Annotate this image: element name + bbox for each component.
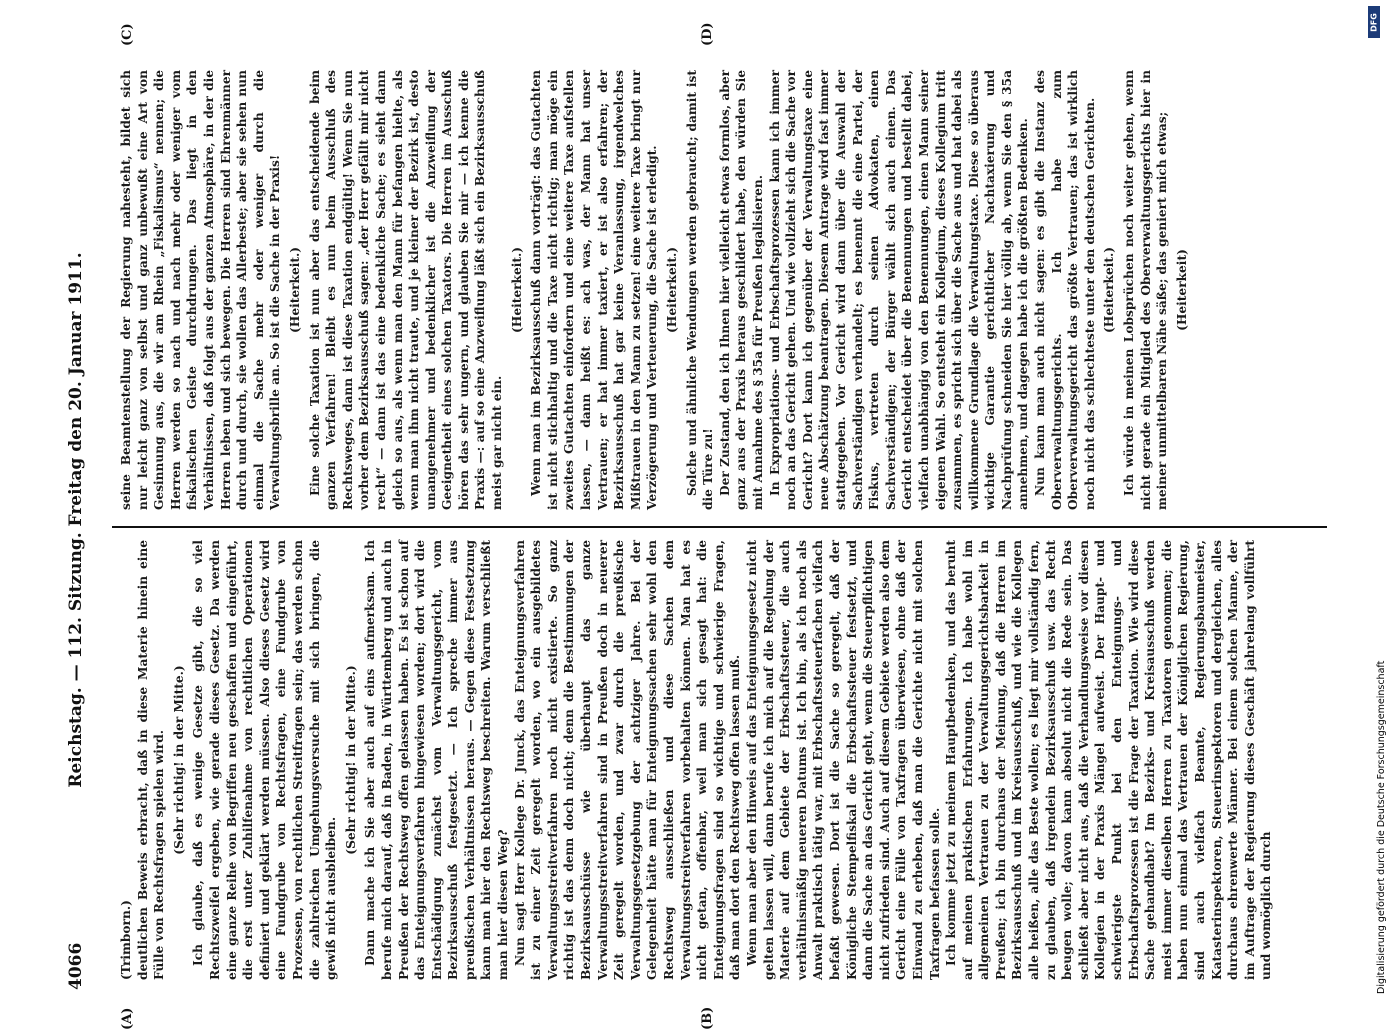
paragraph: In Expropriations- und Erbschaftsprozessen kann ich immer noch an das Gericht gehen. Und wie vollzieht sich die Sache vor Gericht? Dort kann ich gegenüber der Verwaltungstaxe eine neue Abschätzung beantragen. Diesem Antrage wird fast immer stattgegeben. Vor Gericht wird dann über die Auswahl der Sachverständigen verhandelt; es benennt die eine Partei, der Fiskus, vertreten durch seinen Advokaten, einen Sachverständigen; der Bürger wählt sich auch einen. Das Gericht entscheidet über die Benennungen und bestellt dabei, vielfach unabhängig von den Benennungen, einen Mann seiner eigenen Wahl. So entsteht ein Kollegium, dieses Kollegium tritt zusammen, es spricht sich über die Sache aus und hat dabei als willkommene Grundlage die Verwaltungstaxe. Diese so überaus wichtige Garantie gerichtlicher Nachtaxierung und Nachprüfung schneiden Sie hier völlig ab, wenn Sie den § 35a annehmen, und dagegen habe ich die größten Bedenken. (767, 70, 1031, 510)
interjection: (Heiterkeit.) (509, 247, 524, 333)
page-number: 4066 (66, 942, 86, 990)
interjection: (Sehr richtig! in der Mitte.) (343, 665, 358, 855)
page-title: Reichstag. — 112. Sitzung. Freitag den 20. Januar 1911. (66, 252, 86, 788)
paragraph: Dann mache ich Sie aber auch auf eins aufmerksam. Ich berufe mich darauf, daß in Baden, in Württemberg und auch in Preußen der Rechtsweg offen gelassen haben. Es ist schon auf das Enteignungsverfahren hingewiesen worden; dort wird die Entschädigung zunächst vom Verwaltungsgericht, vom Bezirksausschuß festgesetzt. — Ich spreche immer aus preußischen Verhältnissen heraus. — Gegen diese Festsetzung kann man hier den Rechtsweg beschreiten. Warum verschließt man hier diesen Weg? (363, 540, 511, 980)
speaker-note: (Trimborn.) (119, 900, 133, 980)
right-column (118, 70, 1193, 510)
paragraph: Eine solche Taxation ist nun aber das entscheidende beim ganzen Verfahren! Bleibt es nun beim Ausschluß des Rechtsweges, dann ist diese Taxation endgültig! Wenn Sie nun vorher dem Bezirksausschuß sagen: „der Herr gefällt mir nicht recht“ — dann ist das eine bedenkliche Sache; es sieht dann gleich so aus, als wenn man den Mann für befangen hielte, als wenn man ihm nicht traute, und je kleiner der Bezirk ist, desto unangenehmer und bedenklicher ist die Anzweiflung der Geeignetheit eines solchen Taxators. Die Herren im Ausschuß hören das sehr ungern, und glauben Sie mir — ich kenne die Praxis —: auf so eine Anzweiflung läßt sich ein Bezirksausschuß meist gar nicht ein. (307, 70, 505, 510)
dfg-logo: DFG (1368, 6, 1380, 38)
column-divider (112, 526, 1327, 528)
interjection: (Heiterkeit.) (287, 247, 302, 333)
paragraph: Wenn man aber den Hinweis auf das Enteignungsgesetz nicht gelten lassen will, dann berufe ich mich auf die Regelung der Materie auf dem Gebiete der Erbschaftssteuer, die auch verhältnismäßig neueren Datums ist. Ich bin, als ich noch als Anwalt praktisch tätig war, mit Erbschaftssteuerfachen vielfach befaßt gewesen. Dort ist die Sache so geregelt, daß der Königliche Stempelfiskal die Erbschaftssteuer festsetzt, und dann die Sache an das Gericht geht, wenn die Steuerpflichtigen nicht zufrieden sind. Auch auf diesem Gebiete werden also dem Gericht eine Fülle von Taxfragen überwiesen, ohne daß der Einwand zu erheben, daß man die Gerichte nicht mit solchen Taxfragen befassen solle. (744, 540, 942, 980)
digitization-note: Digitalisierung gefördert durch die Deutsche Forschungsgemeinschaft (1376, 660, 1387, 994)
paragraph: Ich komme jetzt zu meinem Hauptbedenken, und das beruht auf meinen praktischen Erfahrungen. Ich habe wohl im allgemeinen Vertrauen zu der Verwaltungsgerichtsbarkeit in Preußen; ich bin durchaus der Meinung, daß die Herren im Bezirksausschuß und im Kreisausschuß, und wie die Kollegen alle heißen, alle das Beste wollen; es liegt mir vollständig fern, zu glauben, daß irgendein Bezirksausschuß usw. das Recht beugen wolle; davon kann absolut nicht die Rede sein. Das schließt aber nicht aus, daß die Verhandlungsweise vor diesen Kollegien in der Praxis Mängel aufweist. Der Haupt- und schwierigste Punkt bei den Enteignungs- und Erbschaftsprozessen ist die Frage der Taxation. Wie wird diese Sache gehandhabt? Im Bezirks- und Kreisausschuß werden meist immer dieselben Herren zu Taxatoren genommen; die haben nun einmal das Vertrauen der Königlichen Regierung, sind auch vielfach Beamte, Regierungsbaumeister, Katasterinspektoren, Steuerinspektoren und dergleichen, alles durchaus ehrenwerte Männer. Bei einem solchen Manne, der im Auftrage der Regierung dieses Geschäft jahrelang vollführt und womöglich durch (944, 540, 1274, 980)
left-column (118, 540, 1275, 980)
margin-letter-b: (B) (700, 1006, 715, 1030)
paragraph: Wenn man im Bezirksausschuß dann vorträgt: das Gutachten ist nicht stichhaltig und die Taxe nicht richtig; man möge ein zweites Gutachten einfordern und eine weitere Taxe aufstellen lassen, — dann heißt es: ach was, der Mann hat unser Vertrauen; er hat immer taxiert, er ist also erfahren; der Bezirksausschuß hat gar keine Veranlassung, irgendwelches Mißtrauen in den Mann zu setzen! eine weitere Taxe bringt nur Verzögerung und Verteuerung, die Sache ist erledigt. (529, 70, 660, 510)
paragraph: Der Zustand, den ich Ihnen hier vielleicht etwas formlos, aber ganz aus der Praxis heraus geschildert habe, den würden Sie mit Annahme des § 35a für Preußen legalisieren. (717, 70, 765, 510)
interjection: (Sehr richtig! in der Mitte.) (171, 665, 186, 855)
paragraph: seine Beamtenstellung der Regierung nahesteht, bildet sich nur leicht ganz von selbst und ganz unbewußt eine Art von Gesinnung aus, die wir am Rhein „Fiskalismus“ nennen; die Herren werden so nach und nach mehr oder weniger vom fiskalischen Geiste durchdrungen. Das liegt in den Verhältnissen, daß folgt aus der ganzen Atmosphäre, in der die Herren leben und sich bewegen. Die Herren sind Ehrenmänner durch und durch, sie wollen das Allerbeste; aber sie sehen nun einmal die Sache mehr oder weniger durch die Verwaltungsbrille an. So ist die Sache in der Praxis! (119, 70, 283, 510)
interjection: (Heiterkeit.) (1102, 247, 1117, 333)
margin-letter-a: (A) (120, 1007, 135, 1030)
rotated-page (60, 22, 1330, 1030)
paragraph: Ich glaube, daß es wenige Gesetze gibt, die so viel Rechtszweifel ergeben, wie gerade dieses Gesetz. Da werden eine ganze Reihe von Begriffen neu geschaffen und eingeführt, die erst unter Zuhilfenahme von rechtlichen Operationen definiert und geklärt werden müssen. Also dieses Gesetz wird eine Fundgrube von Rechtsfragen, eine Fundgrube von Prozessen, von rechtlichen Streitfragen sein; das werden schon die zahlreichen Umgehungsversuche mit sich bringen, die gewiß nicht ausbleiben. (191, 540, 339, 980)
paragraph: Ich würde in meinen Lobsprüchen noch weiter gehen, wenn nicht gerade ein Mitglied des Oberverwaltungsgerichts hier in meiner unmittelbaren Nähe säße; das geniert mich etwas; (1122, 70, 1170, 510)
paragraph: deutlichen Beweis erbracht, daß in diese Materie hinein eine Fülle von Rechtsfragen spielen wird. (135, 540, 167, 980)
interjection: (Heiterkeit) (1174, 249, 1189, 331)
paragraph: Solche und ähnliche Wendungen werden gebraucht; damit ist die Türe zu! (684, 70, 716, 510)
interjection: (Heiterkeit.) (665, 247, 679, 333)
margin-letter-c: (C) (120, 23, 135, 46)
page-header (60, 50, 100, 990)
paragraph: Nun kann man auch nicht sagen: es gibt die Instanz des Oberverwaltungsgerichts. Ich habe zum Oberverwaltungsgericht das größte Vertrauen; das ist wirklich noch nicht das schlechteste unter den deutschen Gerichten. (1033, 70, 1097, 510)
paragraph: Nun sagt Herr Kollege Dr. Junck, das Enteignungsverfahren ist zu einer Zeit geregelt worden, wo ein ausgebildetes Verwaltungsstreitverfahren noch nicht existierte. So ganz richtig ist das denn doch nicht; denn die Bestimmungen der Bezirksausschüsse wie überhaupt das ganze Verwaltungsstreitverfahren sind in Preußen doch in neuerer Zeit geregelt worden, und zwar durch die preußische Verwaltungsgesetzgebung der achtziger Jahre. Bei der Gelegenheit hätte man für Enteignungssachen sehr wohl den Rechtsweg ausschließen und diese Sachen dem Verwaltungsstreitverfahren vorbehalten können. Man hat es nicht getan, offenbar, weil man sich gesagt hat: die Enteignungsfragen sind so wichtige und schwierige Fragen, daß man dort den Rechtsweg offen lassen muß. (512, 540, 743, 980)
margin-letter-d: (D) (700, 22, 715, 46)
